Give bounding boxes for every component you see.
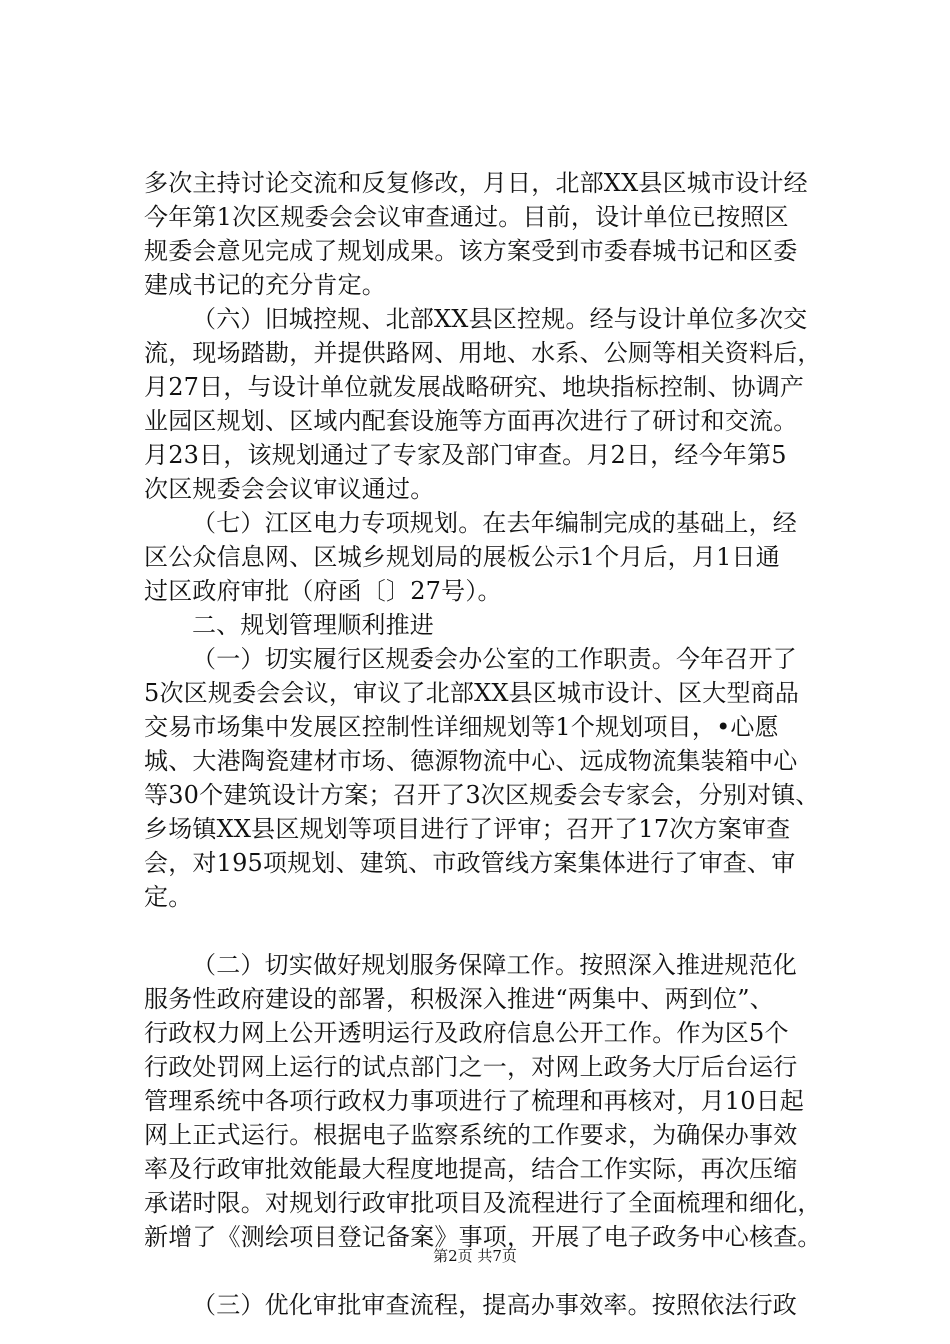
paragraph-line: 月27日，与设计单位就发展战略研究、地块指标控制、协调产 — [144, 373, 805, 401]
paragraph-line: 承诺时限。对规划行政审批项目及流程进行了全面梳理和细化， — [144, 1189, 822, 1217]
paragraph-line: 交易市场集中发展区控制性详细规划等1个规划项目，•心愿 — [144, 713, 779, 741]
section-heading: 二、规划管理顺利推进 — [192, 611, 434, 639]
paragraph-line: 月23日，该规划通过了专家及部门审查。月2日，经今年第5 — [144, 441, 787, 469]
paragraph-line: 业园区规划、区域内配套设施等方面再次进行了研讨和交流。 — [144, 407, 798, 435]
paragraph-line: 乡场镇XX县区规划等项目进行了评审；召开了17次方案审查 — [144, 815, 791, 843]
paragraph-line: （七）江区电力专项规划。在去年编制完成的基础上，经 — [192, 509, 797, 537]
paragraph-line: 定。 — [144, 883, 193, 911]
paragraph-line: （三）优化审批审查流程，提高办事效率。按照依法行政 — [192, 1291, 797, 1319]
paragraph-line: 区公众信息网、区城乡规划局的展板公示1个月后，月1日通 — [144, 543, 780, 571]
paragraph-line: 建成书记的充分肯定。 — [144, 271, 386, 299]
paragraph-line: 网上正式运行。根据电子监察系统的工作要求，为确保办事效 — [144, 1121, 798, 1149]
paragraph-line: 多次主持讨论交流和反复修改，月日，北部XX县区城市设计经 — [144, 169, 808, 197]
paragraph-line: 行政处罚网上运行的试点部门之一，对网上政务大厅后台运行 — [144, 1053, 798, 1081]
paragraph-line: 服务性政府建设的部署，积极深入推进“两集中、两到位”、 — [144, 985, 774, 1013]
paragraph-line: 会，对195项规划、建筑、市政管线方案集体进行了审查、审 — [144, 849, 796, 877]
paragraph-line: 行政权力网上公开透明运行及政府信息公开工作。作为区5个 — [144, 1019, 789, 1047]
page-number-footer: 第2页 共7页 — [433, 1247, 517, 1265]
paragraph-line: 规委会意见完成了规划成果。该方案受到市委春城书记和区委 — [144, 237, 798, 265]
paragraph-line: （一）切实履行区规委会办公室的工作职责。今年召开了 — [192, 645, 797, 673]
paragraph-line: 等30个建筑设计方案；召开了3次区规委会专家会，分别对镇、 — [144, 781, 820, 809]
paragraph-spacer — [144, 914, 834, 948]
paragraph-line: 率及行政审批效能最大程度地提高，结合工作实际，再次压缩 — [144, 1155, 798, 1183]
document-body — [144, 166, 834, 1322]
paragraph-line: （六）旧城控规、北部XX县区控规。经与设计单位多次交 — [192, 305, 808, 333]
paragraph-line: 流，现场踏勘，并提供路网、用地、水系、公厕等相关资料后， — [144, 339, 822, 367]
paragraph-line: 城、大港陶瓷建材市场、德源物流中心、远成物流集装箱中心 — [144, 747, 798, 775]
paragraph-line: 管理系统中各项行政权力事项进行了梳理和再核对，月10日起 — [144, 1087, 805, 1115]
paragraph-line: 过区政府审批（府函〔〕27号）。 — [144, 577, 502, 605]
paragraph-line: 新增了《测绘项目登记备案》事项，开展了电子政务中心核查。 — [144, 1223, 822, 1251]
paragraph-line: 次区规委会会议审议通过。 — [144, 475, 435, 503]
paragraph-line: 今年第1次区规委会会议审查通过。目前，设计单位已按照区 — [144, 203, 789, 231]
paragraph-line: 5次区规委会会议，审议了北部XX县区城市设计、区大型商品 — [144, 679, 800, 707]
paragraph-line: （二）切实做好规划服务保障工作。按照深入推进规范化 — [192, 951, 797, 979]
